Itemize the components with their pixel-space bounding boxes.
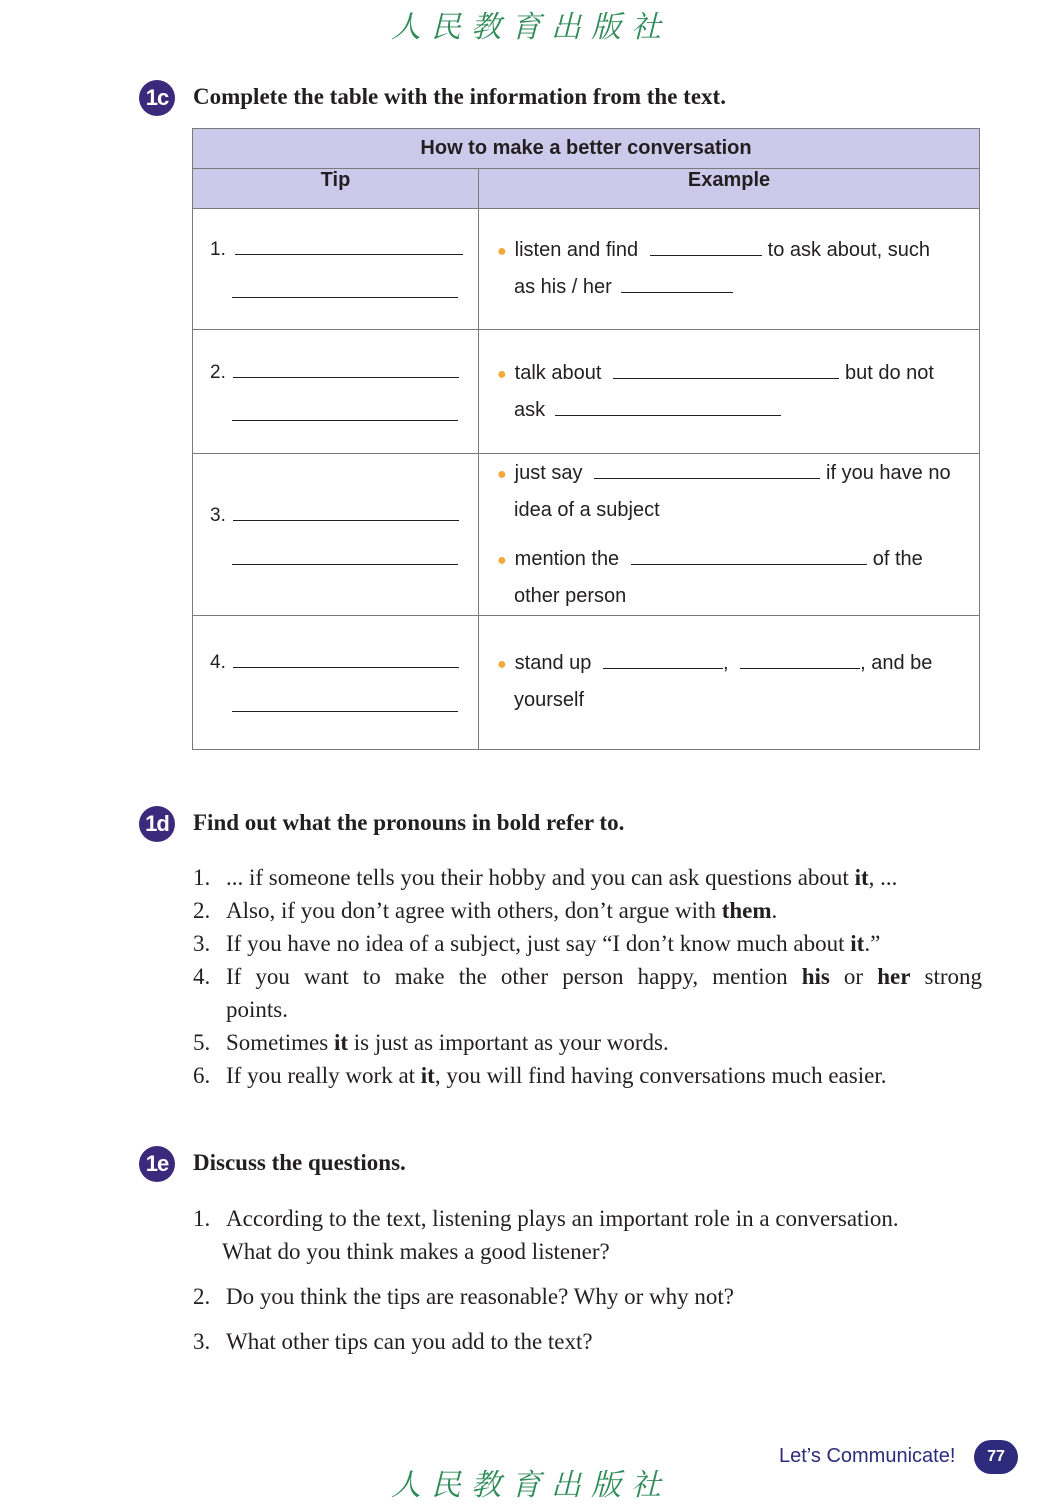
example-blank[interactable] bbox=[603, 667, 723, 669]
section-1d-instruction: Find out what the pronouns in bold refer to. bbox=[193, 810, 625, 835]
example-blank[interactable] bbox=[740, 667, 860, 669]
table-row bbox=[193, 209, 980, 330]
example-text: of the bbox=[872, 548, 923, 570]
section-1e-instruction: Discuss the questions. bbox=[193, 1150, 406, 1175]
tip-blank[interactable] bbox=[232, 420, 458, 421]
bold-pronoun: her bbox=[877, 964, 911, 989]
publisher-watermark-top: 人民教育出版社 bbox=[391, 10, 671, 45]
example-text: talk about bbox=[514, 362, 602, 384]
item-text: strong bbox=[910, 964, 982, 989]
bullet-icon: ● bbox=[497, 552, 507, 569]
example-blank[interactable] bbox=[613, 377, 839, 379]
item-text: , you will find having conversations much easier. bbox=[434, 1063, 887, 1088]
list-item bbox=[0, 960, 1062, 1026]
section-badge-1d: 1d bbox=[139, 806, 175, 842]
page-number: 77 bbox=[974, 1440, 1018, 1474]
section-1c-instruction: Complete the table with the information from the text. bbox=[193, 84, 726, 109]
table-row bbox=[193, 616, 980, 750]
item-text: Sometimes bbox=[226, 1030, 334, 1055]
conversation-tips-table bbox=[192, 128, 980, 750]
list-item bbox=[0, 927, 1062, 960]
item-number: 3. bbox=[193, 1329, 211, 1354]
tip-blank[interactable] bbox=[232, 711, 458, 712]
list-item bbox=[0, 1059, 1062, 1092]
example-text: yourself bbox=[514, 689, 585, 711]
example-blank[interactable] bbox=[621, 291, 733, 293]
tip-cell-3 bbox=[193, 454, 479, 616]
bold-pronoun: it bbox=[854, 865, 869, 890]
item-text: or bbox=[829, 964, 878, 989]
example-text: mention the bbox=[514, 548, 620, 570]
tip-number: 4. bbox=[210, 652, 226, 673]
tip-blank[interactable] bbox=[233, 376, 459, 378]
bold-pronoun: it bbox=[333, 1030, 349, 1055]
bold-pronoun: them bbox=[721, 898, 772, 923]
publisher-watermark-bottom: 人民教育出版社 bbox=[391, 1468, 671, 1503]
tip-number: 2. bbox=[210, 362, 226, 383]
example-text: if you have no bbox=[826, 462, 951, 484]
bold-pronoun: it bbox=[850, 931, 865, 956]
example-cell-3 bbox=[479, 454, 980, 616]
item-number: 1. bbox=[193, 865, 211, 890]
list-item bbox=[0, 1026, 1062, 1059]
item-text: What do you think makes a good listener? bbox=[222, 1239, 610, 1264]
example-text: listen and find bbox=[514, 239, 639, 261]
table-row bbox=[193, 454, 980, 616]
tip-number: 1. bbox=[210, 239, 226, 260]
bullet-icon: ● bbox=[497, 466, 507, 483]
tip-number: 3. bbox=[210, 505, 226, 526]
tip-blank[interactable] bbox=[233, 519, 459, 521]
column-header-example: Example bbox=[479, 169, 980, 209]
section-badge-1e: 1e bbox=[139, 1146, 175, 1182]
list-item bbox=[0, 861, 1062, 894]
example-blank[interactable] bbox=[594, 477, 820, 479]
item-text: If you have no idea of a subject, just say “I don’t know much about bbox=[226, 931, 851, 956]
example-text: idea of a subject bbox=[514, 499, 660, 521]
example-text: as his / her bbox=[514, 276, 612, 298]
item-text: If you really work at bbox=[226, 1063, 421, 1088]
example-cell-2 bbox=[479, 330, 980, 454]
tip-blank[interactable] bbox=[235, 253, 463, 255]
bullet-icon: ● bbox=[497, 656, 507, 673]
example-text: just say bbox=[514, 462, 583, 484]
example-blank[interactable] bbox=[555, 414, 781, 416]
example-text: but do not bbox=[844, 362, 934, 384]
example-cell-4 bbox=[479, 616, 980, 750]
example-blank[interactable] bbox=[631, 563, 867, 565]
tip-blank[interactable] bbox=[232, 297, 458, 298]
bullet-icon: ● bbox=[497, 366, 507, 383]
item-text: If you want to make the other person happy, mention bbox=[226, 964, 802, 989]
item-text: According to the text, listening plays an important role in a conversation. bbox=[226, 1206, 899, 1231]
item-text: ... if someone tells you their hobby and you can ask questions about bbox=[226, 865, 855, 890]
item-number: 6. bbox=[193, 1063, 211, 1088]
example-text: , bbox=[722, 652, 729, 674]
item-number: 2. bbox=[193, 1284, 211, 1309]
table-title: How to make a better conversation bbox=[193, 129, 980, 169]
item-text: Do you think the tips are reasonable? Why or why not? bbox=[226, 1284, 734, 1309]
example-cell-1 bbox=[479, 209, 980, 330]
tip-blank[interactable] bbox=[232, 564, 458, 565]
example-text: , and be bbox=[860, 652, 933, 674]
bold-pronoun: it bbox=[420, 1063, 435, 1088]
list-item bbox=[0, 1280, 1062, 1313]
item-number: 5. bbox=[193, 1030, 211, 1055]
example-text: ask bbox=[514, 399, 546, 421]
example-text: other person bbox=[514, 585, 627, 607]
item-number: 4. bbox=[193, 964, 211, 989]
example-blank[interactable] bbox=[650, 254, 762, 256]
item-text: , ... bbox=[868, 865, 898, 890]
item-text: points. bbox=[226, 997, 288, 1022]
item-text: is just as important as your words. bbox=[348, 1030, 669, 1055]
item-text: Also, if you don’t agree with others, don’t argue with bbox=[226, 898, 722, 923]
item-text: What other tips can you add to the text? bbox=[226, 1329, 593, 1354]
list-item bbox=[0, 1325, 1062, 1358]
table-row bbox=[193, 330, 980, 454]
section-badge-1c: 1c bbox=[139, 80, 175, 116]
item-number: 3. bbox=[193, 931, 211, 956]
bullet-icon: ● bbox=[497, 243, 507, 260]
tip-cell-2 bbox=[193, 330, 479, 454]
item-number: 1. bbox=[193, 1206, 211, 1231]
list-item bbox=[0, 894, 1062, 927]
tip-blank[interactable] bbox=[233, 666, 459, 668]
footer-unit-label: Let’s Communicate! bbox=[779, 1445, 956, 1467]
bold-pronoun: his bbox=[801, 964, 830, 989]
item-text: . bbox=[771, 898, 778, 923]
list-item bbox=[0, 1202, 1062, 1268]
column-header-tip: Tip bbox=[193, 169, 479, 209]
item-text: .” bbox=[864, 931, 881, 956]
example-text: to ask about, such bbox=[767, 239, 930, 261]
item-number: 2. bbox=[193, 898, 211, 923]
tip-cell-4 bbox=[193, 616, 479, 750]
example-text: stand up bbox=[514, 652, 592, 674]
tip-cell-1 bbox=[193, 209, 479, 330]
